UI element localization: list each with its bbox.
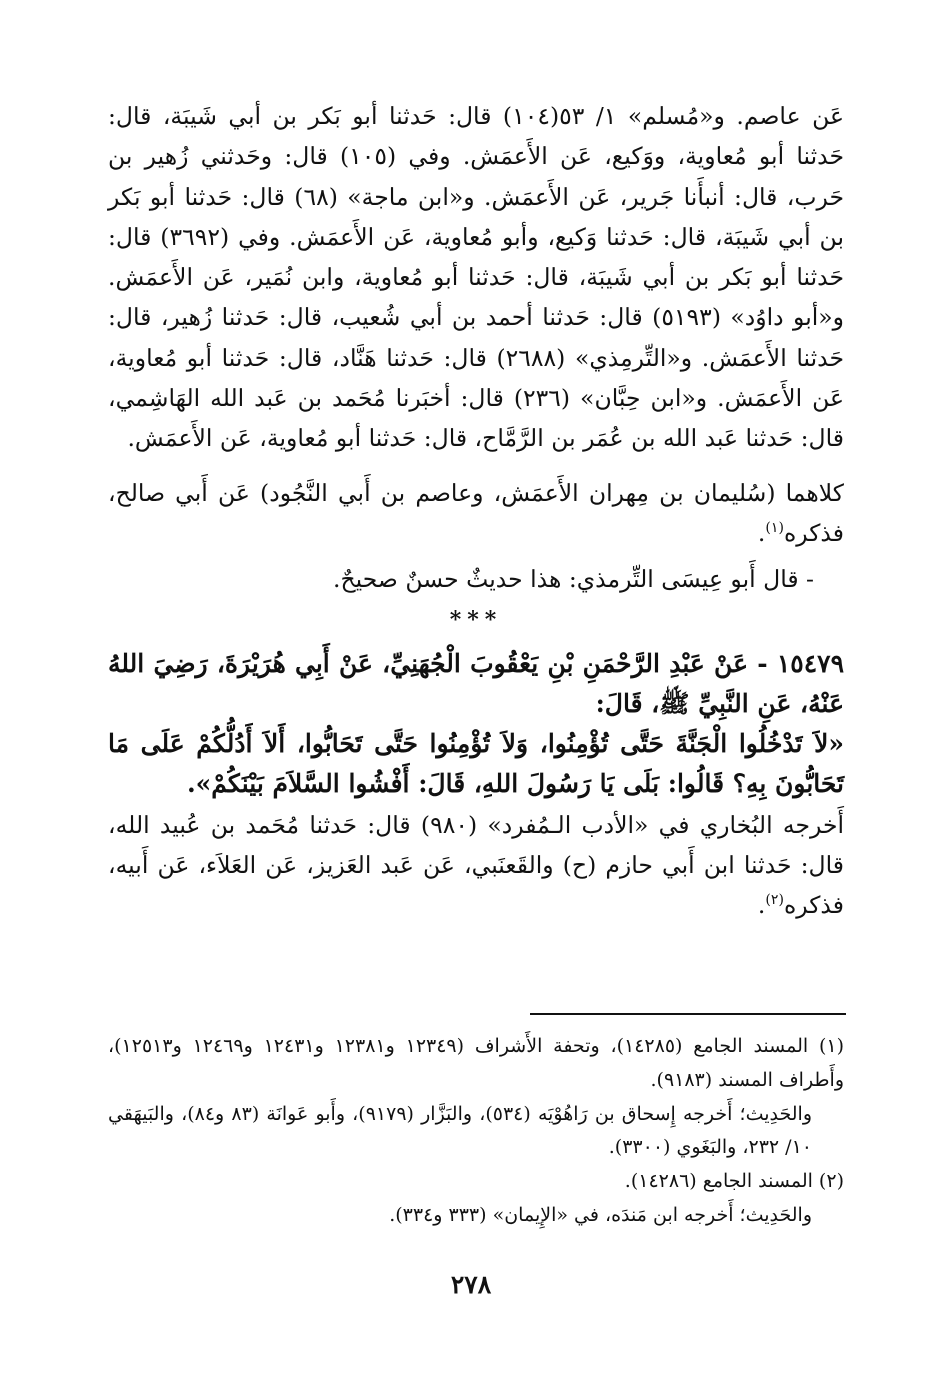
takhrij-text: أَخرجه البُخاري في «الأدب الـمُفرد» (٩٨٠) قال: حَدثنا مُحَمد بن عُبيد الله، قال: حَدثنا ابن أَبي حازم (ح) والقَعنَبي، عَن عَبد العَزيز، عَن العَلاَء، عَن أَبيه، فذكره	[108, 810, 845, 920]
tirmidhi-grading: - قال أَبو عِيسَى التِّرمذي: هذا حديثٌ حسنٌ صحيحٌ.	[333, 565, 814, 594]
main-text	[108, 96, 844, 926]
footnote-2-hadith: والحَدِيث؛ أَخرجه ابن مَندَه، في «الإِيمان» (٣٣٣ و٣٣٤).	[389, 1203, 812, 1226]
takhrij-end: .	[757, 891, 766, 920]
narrators-end: .	[757, 518, 766, 547]
narrators-paragraph	[108, 473, 844, 554]
hadith-text: «لاَ تَدْخُلُوا الْجَنَّةَ حَتَّى تُؤْمِنُوا، وَلاَ تُؤْمِنُوا حَتَّى تَحَابُّوا، أَلاَ أَدُلُّكُمْ عَلَى مَا تَحَابُّونَ بِهِ؟ قَالُوا: بَلَى يَا رَسُولَ اللهِ، قَالَ: أَفْشُوا السَّلاَمَ بَيْنَكُمْ».	[108, 729, 844, 799]
takhrij-paragraph	[108, 805, 844, 926]
section-separator: ***	[449, 606, 503, 633]
narrators-text: كلاهما (سُليمان بن مِهران الأَعمَش، وعاصم بن أَبي النَّجُود) عَن أَبي صالح، فذكره	[108, 478, 844, 547]
sources-paragraph: عَن عاصم. و«مُسلم» ١/ ٥٣(١٠٤) قال: حَدثنا أبو بَكر بن أبي شَيبَة، قال: حَدثنا أبو مُعاوية، ووَكيع، عَن الأَعمَش. وفي (١٠٥) قال: وحَدثني زُهير بن حَرب، قال: أنبأَنا جَرير، عَن الأَعمَش. و«ابن ماجة» (٦٨) قال: حَدثنا أبو بَكر بن أبي شَيبَة، قال: حَدثنا وَكيع، وأبو مُعاوية، عَن الأَعمَش. وفي (٣٦٩٢) قال: حَدثنا أبو بَكر بن أبي شَيبَة، قال: حَدثنا أبو مُعاوية، وابن نُمَير، عَن الأَعمَش. و«أبو داوُد» (٥١٩٣) قال: حَدثنا أحمد بن أبي شُعيب، قال: حَدثنا زُهير، قال: حَدثنا الأَعمَش. و«التِّرمِذي» (٢٦٨٨) قال: حَدثنا هَنَّاد، قال: حَدثنا أبو مُعاوية، عَن الأَعمَش. و«ابن حِبَّان» (٢٣٦) قال: أخبَرنا مُحَمد بن عَبد الله الهَاشِمي، قال: حَدثنا عَبد الله بن عُمَر بن الرَّمَّاح، قال: حَدثنا أبو مُعاوية، عَن الأَعمَش.	[108, 102, 844, 453]
footnote-1: (١) المسند الجامع (١٤٢٨٥)، وتحفة الأَشراف (١٢٣٤٩ و١٢٣٨١ و١٢٤٣١ و١٢٤٦٩ و١٢٥١٣)، وأَطراف المسند (٩١٨٣).	[108, 1035, 845, 1091]
footnote-ref-1[interactable]: (١)	[765, 520, 784, 537]
hadith-chain: - عَنْ عَبْدِ الرَّحْمَنِ بْنِ يَعْقُوبَ الْجُهَنِيِّ، عَنْ أَبِي هُرَيْرَةَ، رَضِيَ اللهُ عَنْهُ، عَنِ النَّبِيِّ ﷺ، قَالَ:	[108, 648, 844, 718]
footnotes	[108, 1030, 844, 1233]
footnote-ref-2[interactable]: (٢)	[765, 892, 784, 909]
hadith-heading	[108, 644, 844, 725]
hadith-number: ١٥٤٧٩	[776, 648, 844, 678]
footnote-2: (٢) المسند الجامع (١٤٢٨٦).	[624, 1170, 844, 1193]
footnote-divider	[530, 1013, 846, 1015]
page-number: ٢٧٨	[450, 1270, 492, 1299]
footnote-1-hadith: والحَدِيث؛ أَخرجه إِسحاق بن رَاهُوْيَه (٥٣٤)، والبَزَّار (٩١٧٩)، وأَبو عَوانَة (٨٣ و٨٤)، والبَيهَقي ١٠/ ٢٣٢، والبَغَوي (٣٣٠٠).	[108, 1102, 813, 1159]
